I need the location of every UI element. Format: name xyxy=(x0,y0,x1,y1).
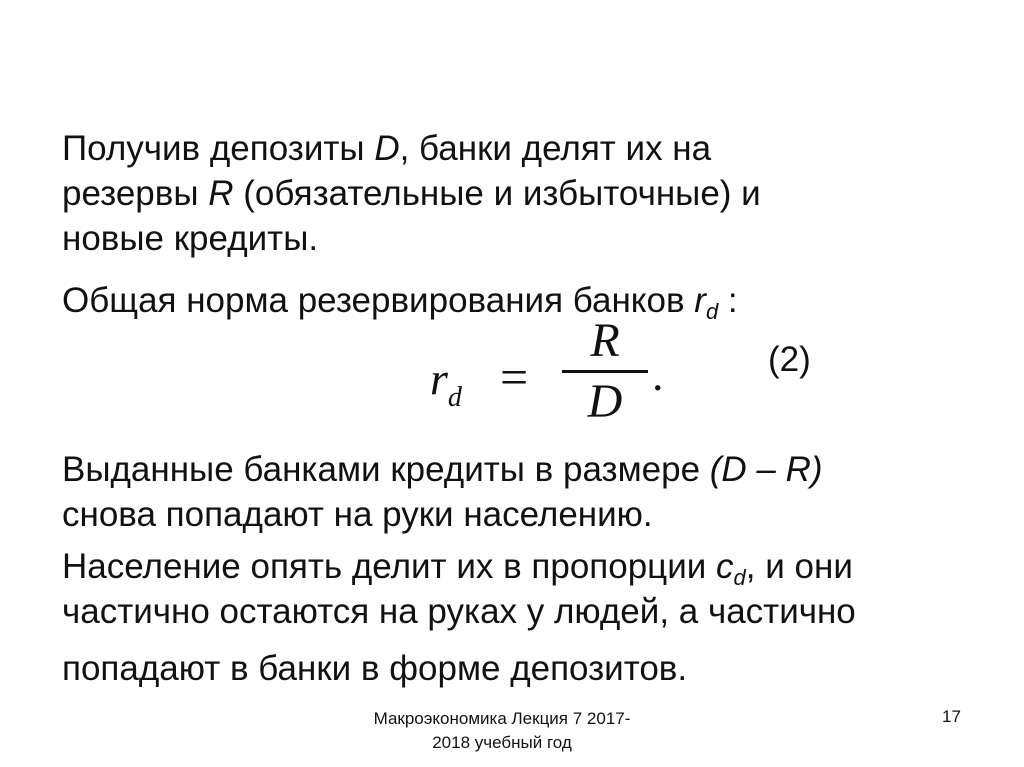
expression-d-minus-r: (D – R) xyxy=(709,450,823,489)
paragraph-deposits xyxy=(62,126,761,261)
page-number: 17 xyxy=(942,707,961,726)
paragraph-line: Население опять делит их в пропорции $c_d$, и они xyxy=(62,547,853,590)
fraction-denominator: D xyxy=(587,375,623,428)
paragraph-line: попадают в банки в форме депозитов. xyxy=(62,649,688,688)
paragraph-loans xyxy=(62,447,823,537)
paragraph-reserve-ratio: Общая норма резервирования банков $r_d$ : xyxy=(62,281,738,324)
paragraph-line: частично остаются на руках у людей, а частично xyxy=(62,592,856,631)
paragraph-line: резервы R (обязательные и избыточные) и xyxy=(62,174,761,213)
fraction-bar xyxy=(562,370,648,373)
equation-number: (2) xyxy=(768,340,811,379)
formula-period: . xyxy=(652,349,664,400)
paragraph-line: новые кредиты. xyxy=(62,219,319,258)
paragraph-line: снова попадают на руки населению. xyxy=(62,495,653,534)
formula-equals: = xyxy=(500,349,529,405)
variable-cd: $c_d$ xyxy=(716,547,746,590)
variable-r: R xyxy=(208,174,234,213)
fraction-numerator: R xyxy=(590,314,620,367)
paragraph-population xyxy=(62,544,856,691)
footer-lecture-title: Макроэкономика Лекция 7 2017- 2018 учебный год xyxy=(373,709,631,752)
formula-fraction xyxy=(562,314,648,428)
paragraph-line: Выданные банками кредиты в размере (D – R) xyxy=(62,450,823,489)
variable-rd: $r_d$ xyxy=(694,281,719,324)
paragraph-line: Получив депозиты D, банки делят их на xyxy=(62,129,712,168)
variable-d: D xyxy=(374,129,400,168)
formula-lhs: $r_d$ xyxy=(430,353,462,413)
